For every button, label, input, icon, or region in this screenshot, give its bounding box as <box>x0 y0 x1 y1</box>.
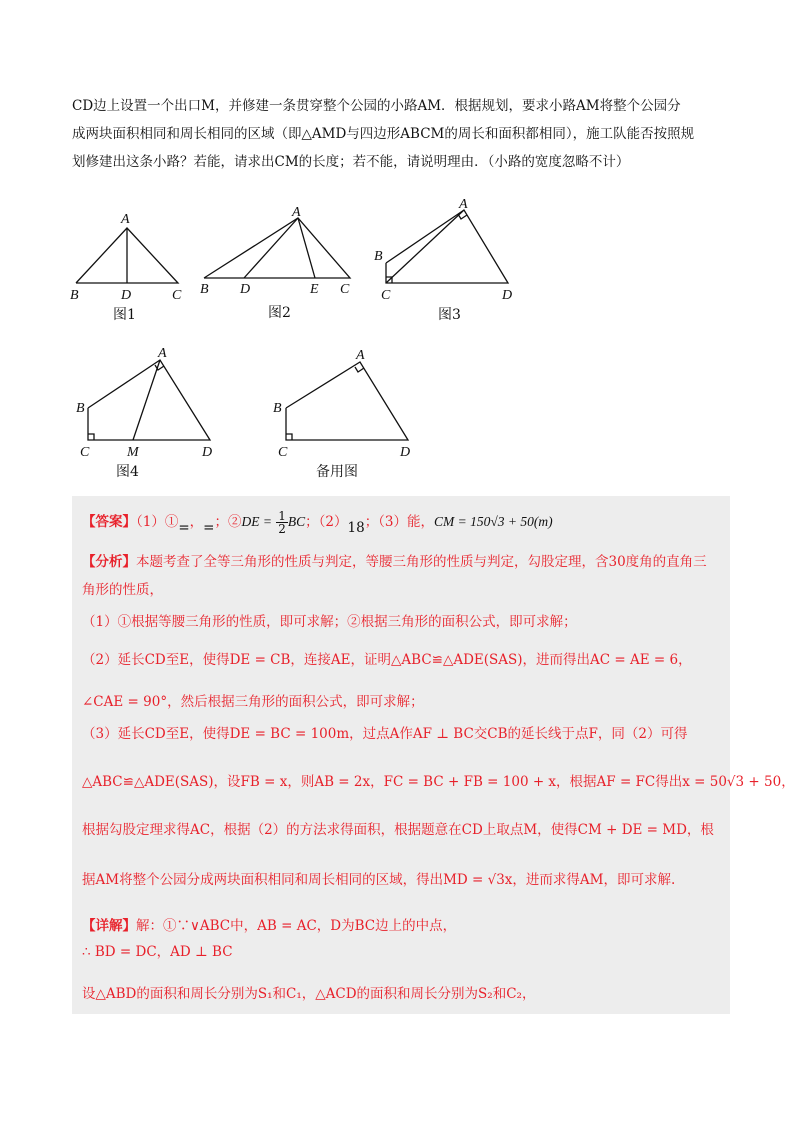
solution-panel <box>72 496 795 1014</box>
analysis-text-1: 本题考查了全等三角形的性质与判定，等腰三角形的性质与判定，勾股定理，含30度角的直角三 <box>136 554 707 570</box>
answer-tag: 【答案】 <box>82 514 136 530</box>
fig2-point-A: A <box>292 205 301 220</box>
answer-18: 18 <box>347 520 365 536</box>
fig3-point-C: C <box>381 288 391 303</box>
fig4-caption: 图4 <box>116 464 139 480</box>
answer-de: DE = <box>241 514 272 529</box>
fig1-point-B: B <box>70 288 79 303</box>
fig1-caption: 图1 <box>113 307 136 323</box>
fig2-point-E: E <box>310 282 319 297</box>
problem-line-2: 成两块面积相同和周长相同的区域（即△AMD与四边形ABCM的周长和面积都相同），施工队能否按照规 <box>72 126 695 142</box>
fig1-point-A: A <box>121 212 130 227</box>
analysis-line-8: 根据勾股定理求得AC，根据（2）的方法求得面积，根据题意在CD上取点M，使得CM + DE = MD，根 <box>82 822 714 838</box>
fig5-point-B: B <box>273 401 282 416</box>
analysis-line-2: 角形的性质， <box>82 582 163 598</box>
fig4-point-A: A <box>158 346 167 361</box>
fig4-point-C: C <box>80 445 90 460</box>
fig5-point-D: D <box>400 445 411 460</box>
fig5-caption: 备用图 <box>316 464 358 480</box>
fig2-point-D: D <box>240 282 251 297</box>
fig5-point-C: C <box>278 445 288 460</box>
answer-part-4: ；（3）能， <box>364 514 435 530</box>
fraction-one-half <box>276 510 288 535</box>
figure-1 <box>70 212 182 303</box>
analysis-tag: 【分析】 <box>82 554 136 570</box>
detail-tag: 【详解】 <box>82 918 136 934</box>
fig2-caption: 图2 <box>268 305 291 321</box>
fraction-denominator: 2 <box>278 522 286 536</box>
answer-part-1: （1）① <box>136 514 179 530</box>
fig3-caption: 图3 <box>438 307 461 323</box>
figure-3 <box>374 197 512 303</box>
fig2-point-B: B <box>200 282 209 297</box>
fig5-point-A: A <box>356 348 365 363</box>
fig3-point-D: D <box>502 288 513 303</box>
answer-bc: BC <box>287 514 306 529</box>
fig3-point-A: A <box>459 197 468 212</box>
answer-sep-1: ， <box>189 514 204 530</box>
problem-line-1: CD边上设置一个出口M，并修建一条贯穿整个公园的小路AM．根据规划，要求小路AM将整个公园分 <box>72 98 681 114</box>
detail-line-1 <box>82 916 456 936</box>
fraction-numerator: 1 <box>278 509 286 523</box>
analysis-line-3: （1）①根据等腰三角形的性质，即可求解；②根据三角形的面积公式，即可求解； <box>82 614 577 630</box>
fig2-point-C: C <box>340 282 350 297</box>
answer-cm: CM = 150√3 + 50(m) <box>434 514 553 529</box>
detail-line-2: ∴ BD = DC，AD ⊥ BC <box>82 944 233 960</box>
answer-part-3: ；（2） <box>305 514 348 530</box>
analysis-line-4: （2）延长CD至E，使得DE = CB，连接AE，证明△ABC≌△ADE(SAS)，进而得出AC = AE = 6， <box>82 652 692 668</box>
analysis-line-9: 据AM将整个公园分成两块面积相同和周长相同的区域，得出MD = √3x，进而求得AM，即可求解. <box>82 872 676 888</box>
answer-line <box>82 510 553 538</box>
figure-2 <box>200 205 350 297</box>
detail-text-1: 解：①∵∨ABC中，AB = AC，D为BC边上的中点， <box>136 918 457 934</box>
analysis-line-7: △ABC≌△ADE(SAS)，设FB = x，则AB = 2x，FC = BC + FB = 100 + x，根据AF = FC得出x = 50√3 + 50， <box>82 774 795 790</box>
analysis-line-5: ∠CAE = 90°，然后根据三角形的面积公式，即可求解； <box>82 694 424 710</box>
figure-4 <box>76 346 212 460</box>
detail-line-3: 设△ABD的面积和周长分别为S₁和C₁，△ACD的面积和周长分别为S₂和C₂， <box>82 986 536 1002</box>
fig1-point-C: C <box>172 288 182 303</box>
figure-backup <box>273 348 410 460</box>
fig4-point-D: D <box>202 445 213 460</box>
problem-line-3: 划修建出这条小路？若能，请求出CM的长度；若不能，请说明理由．（小路的宽度忽略不计） <box>72 154 630 170</box>
analysis-line-6: （3）延长CD至E，使得DE = BC = 100m，过点A作AF ⊥ BC交CB的延长线于点F，同（2）可得 <box>82 726 688 742</box>
geometry-figures <box>0 0 800 500</box>
answer-eq-2: = <box>203 520 215 536</box>
fig3-point-B: B <box>374 249 383 264</box>
fig4-point-M: M <box>127 445 139 460</box>
fig4-point-B: B <box>76 401 85 416</box>
answer-part-2: ；② <box>214 514 242 530</box>
fig1-point-D: D <box>121 288 132 303</box>
analysis-line-1 <box>82 552 707 572</box>
answer-eq-1: = <box>178 520 190 536</box>
